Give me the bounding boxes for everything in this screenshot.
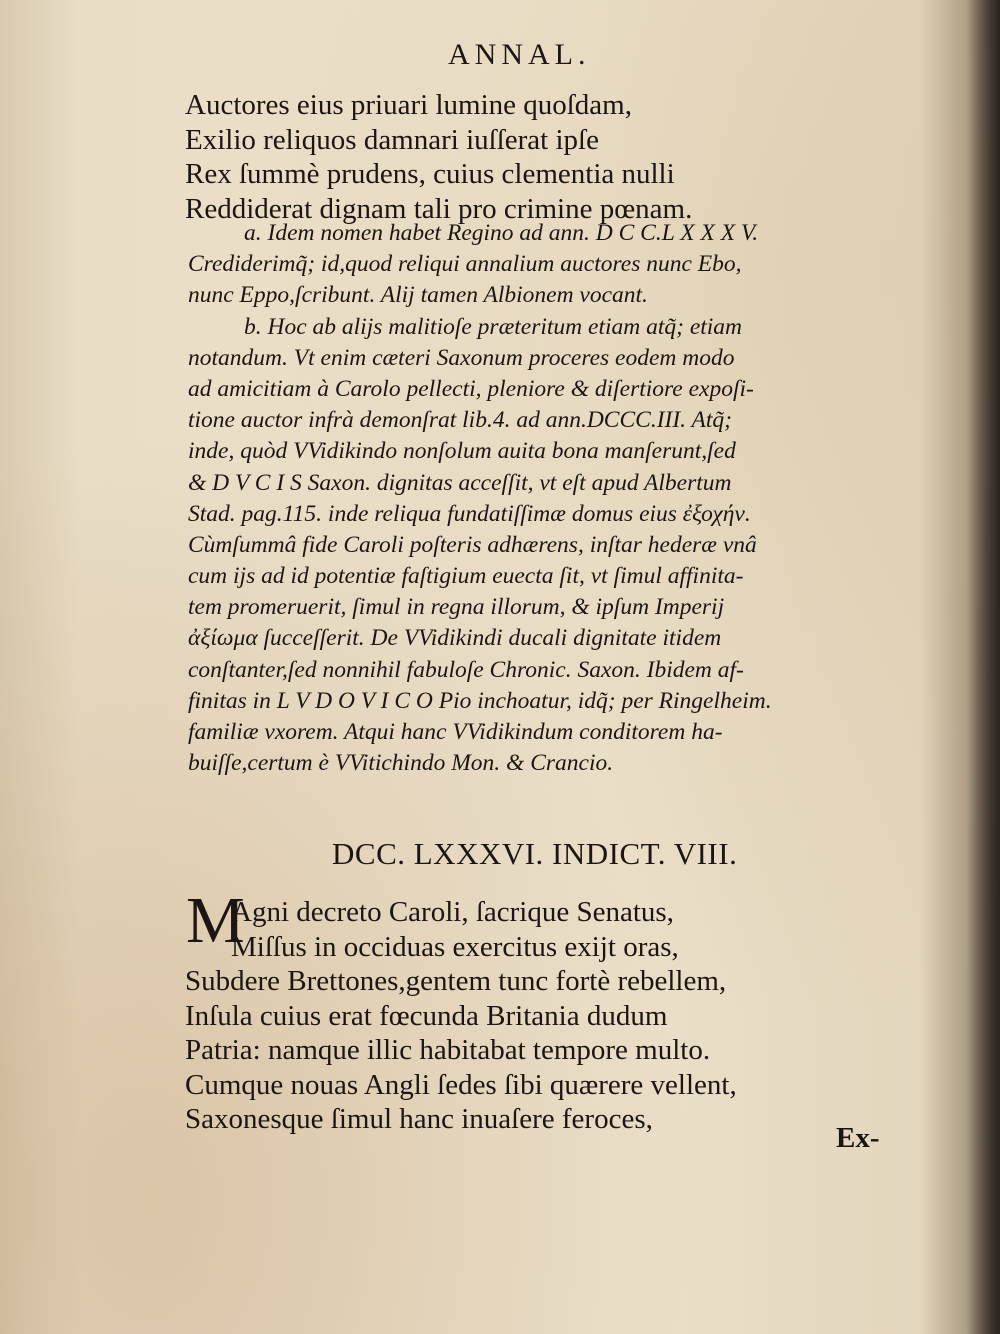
note-line: tem promeruerit, ſimul in regna illorum, & ipſum Imperij bbox=[188, 594, 725, 621]
note-line: finitas in L V D O V I C O Pio inchoatur, idq̃; per Ringelheim. bbox=[188, 687, 772, 714]
running-title: ANNAL. bbox=[448, 38, 591, 71]
verse-block-top bbox=[185, 88, 805, 226]
verse-block-bottom bbox=[185, 895, 805, 1137]
note-line: Stad. pag.115. inde reliqua fundatiſſimæ domus eius ἐξοχήν. bbox=[188, 500, 751, 527]
note-line: Crediderimq̃; id,quod reliqui annalium auctores nunc Ebo, bbox=[188, 251, 742, 278]
note-line: tione auctor infrà demonſrat lib.4. ad ann.DCCC.III. Atq̃; bbox=[188, 407, 732, 434]
note-line: b. Hoc ab alijs malitioſe præteritum etiam atq̃; etiam bbox=[244, 313, 743, 340]
note-line: Cùmſummâ fide Caroli poſteris adhærens, inſtar hederæ vnâ bbox=[188, 531, 757, 558]
bleed-through-text bbox=[810, 60, 960, 96]
year-heading: DCC. LXXXVI. INDICT. VIII. bbox=[332, 836, 738, 871]
drop-cap: M bbox=[186, 884, 245, 957]
note-line: ad amicitiam à Carolo pellecti, pleniore & diſertiore expoſi- bbox=[188, 375, 754, 402]
note-line: conſtanter,ſed nonnihil fabuloſe Chronic. Saxon. Ibidem af- bbox=[188, 656, 744, 683]
note-line: buiſſe,certum è VVitichindo Mon. & Crancio. bbox=[188, 750, 614, 777]
binding-shadow bbox=[966, 0, 1000, 1334]
note-line: notandum. Vt enim cæteri Saxonum proceres eodem modo bbox=[188, 344, 735, 371]
note-line: ἀξίωμα ſucceſſerit. De VVidikindi ducali dignitate itidem bbox=[188, 625, 722, 652]
verse-line: Patria: namque illic habitabat tempore multo. bbox=[185, 1034, 711, 1066]
note-line: & D V C I S Saxon. dignitas acceſſit, vt eſt apud Albertum bbox=[188, 469, 732, 496]
verse-line: Cumque nouas Angli ſedes ſibi quærere vellent, bbox=[185, 1068, 737, 1101]
verse-line: Agni decreto Caroli, ſacrique Senatus, bbox=[231, 896, 674, 928]
verse-line: Subdere Brettones,gentem tunc fortè rebellem, bbox=[185, 965, 727, 997]
verse-line: Reddiderat dignam tali pro crimine pœnam. bbox=[185, 192, 693, 225]
note-line: a. Idem nomen habet Regino ad ann. D C C.L X X X V. bbox=[244, 220, 759, 246]
verse-line: Exilio reliquos damnari iuſſerat ipſe bbox=[185, 123, 599, 156]
verse-line: Miſſus in occiduas exercitus exijt oras, bbox=[231, 930, 679, 963]
verse-line: Inſula cuius erat fœcunda Britania dudum bbox=[185, 999, 668, 1032]
commentary-notes bbox=[188, 218, 888, 779]
note-line: familiæ vxorem. Atqui hanc VVidikindum conditorem ha- bbox=[188, 719, 723, 745]
verse-line: Saxonesque ſimul hanc inuaſere feroces, bbox=[185, 1103, 653, 1135]
note-line: cum ijs ad id potentiæ faſtigium euecta ſit, vt ſimul affinita- bbox=[188, 563, 744, 590]
verse-line: Rex ſummè prudens, cuius clementia nulli bbox=[185, 158, 675, 190]
note-line: nunc Eppo,ſcribunt. Alij tamen Albionem vocant. bbox=[188, 282, 648, 309]
note-line: inde, quòd VVidikindo nonſolum auita bona manſerunt,ſed bbox=[188, 438, 736, 465]
verse-line: Auctores eius priuari lumine quoſdam, bbox=[185, 89, 632, 121]
catchword: Ex- bbox=[836, 1122, 880, 1154]
